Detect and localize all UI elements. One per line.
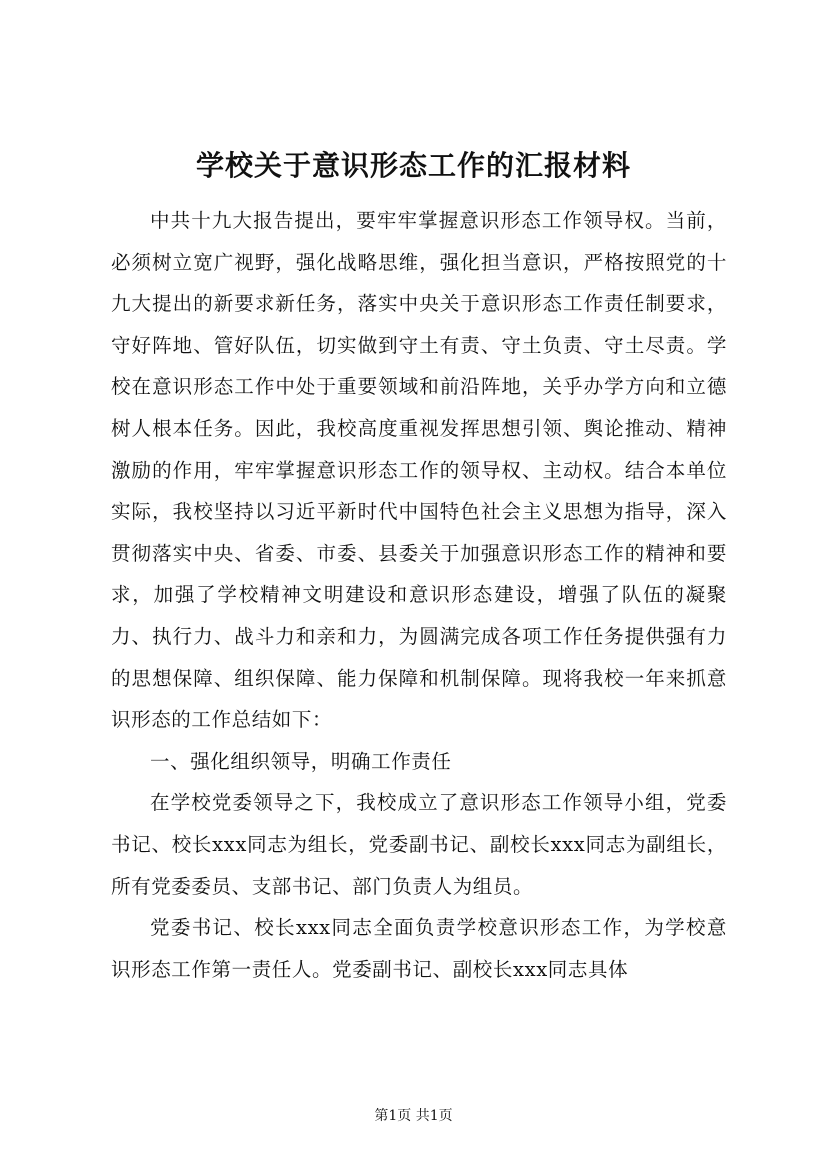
intro-paragraph: 中共十九大报告提出，要牢牢掌握意识形态工作领导权。当前，必须树立宽广视野，强化战略思维，强化担当意识，严格按照党的十九大提出的新要求新任务，落实中央关于意识形态工作责任制要求，守好阵地、管好队伍，切实做到守土有责、守土负责、守土尽责。学校在意识形态工作中处于重要领域和前沿阵地，关乎办学方向和立德树人根本任务。因此，我校高度重视发挥思想引领、舆论推动、精神激励的作用，牢牢掌握意识形态工作的领导权、主动权。结合本单位实际，我校坚持以习近平新时代中国特色社会主义思想为指导，深入贯彻落实中央、省委、市委、县委关于加强意识形态工作的精神和要求，加强了学校精神文明建设和意识形态建设，增强了队伍的凝聚力、执行力、战斗力和亲和力，为圆满完成各项工作任务提供强有力的思想保障、组织保障、能力保障和机制保障。现将我校一年来抓意识形态的工作总结如下： <box>111 209 727 732</box>
section-heading: 一、强化组织领导，明确工作责任 <box>150 749 452 773</box>
body-paragraph: 党委书记、校长xxx同志全面负责学校意识形态工作，为学校意识形态工作第一责任人。党委副书记、副校长xxx同志具体 <box>111 916 727 981</box>
document-title: 学校关于意识形态工作的汇报材料 <box>195 149 631 182</box>
body-paragraph: 在学校党委领导之下，我校成立了意识形态工作领导小组，党委书记、校长xxx同志为组长，党委副书记、副校长xxx同志为副组长，所有党委委员、支部书记、部门负责人为组员。 <box>111 791 727 898</box>
page-number-footer: 第1页 共1页 <box>374 1108 453 1124</box>
document-body <box>111 200 727 990</box>
